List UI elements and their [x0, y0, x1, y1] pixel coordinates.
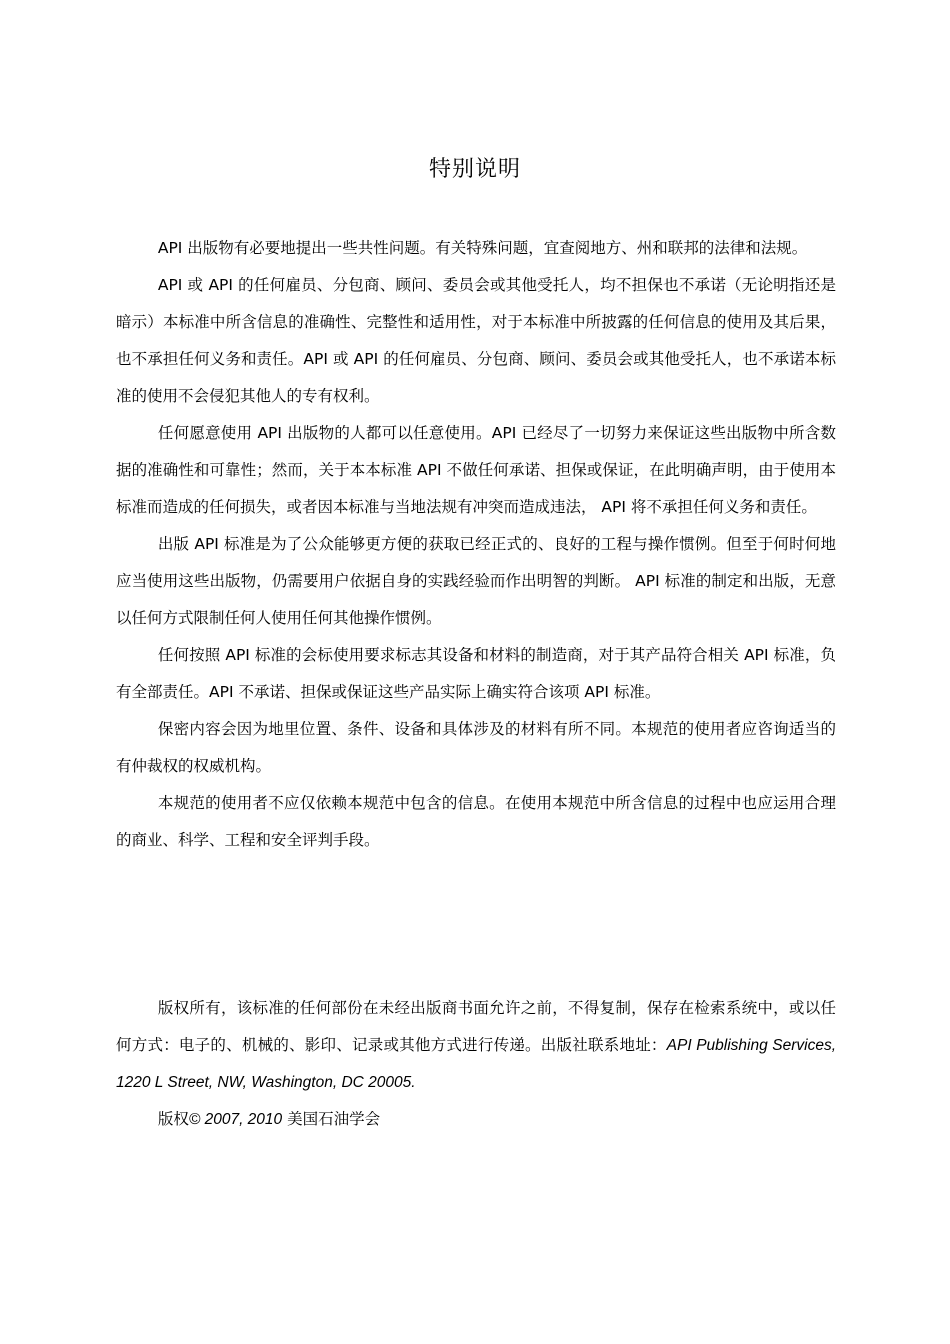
paragraph: API 或 API 的任何雇员、分包商、顾问、委员会或其他受托人，均不担保也不承诺（无论明指还是暗示）本标准中所含信息的准确性、完整性和适用性，对于本标准中所披露的任何信息的使用及其后果，也不承担任何义务和责任。API 或 API 的任何雇员、分包商、顾问、委员会或其他受托人，也不承诺本标准的使用不会侵犯其他人的专有权利。 [116, 276, 836, 405]
paragraph: 任何按照 API 标准的会标使用要求标志其设备和材料的制造商，对于其产品符合相关 API 标准，负有全部责任。API 不承诺、担保或保证这些产品实际上确实符合该项 API 标准。 [116, 646, 836, 701]
document-body [116, 230, 836, 859]
copyright-section [116, 990, 836, 1138]
copyright-owner: 美国石油学会 [282, 1110, 381, 1128]
copyright-notice-text: 版权所有，该标准的任何部份在未经出版商书面允许之前，不得复制，保存在检索系统中，或以任何方式：电子的、机械的、影印、记录或其他方式进行传递。出版社联系地址： [116, 999, 836, 1054]
copyright-line [116, 1101, 836, 1138]
copyright-prefix: 版权 [157, 1110, 189, 1128]
page-title: 特别说明 [428, 157, 521, 182]
publisher-address: API Publishing Services, 1220 L Street, NW, Washington, DC 20005. [116, 1037, 836, 1091]
copyright-years: © 2007, 2010 [188, 1111, 283, 1128]
paragraph: 任何愿意使用 API 出版物的人都可以任意使用。API 已经尽了一切努力来保证这些出版物中所含数据的准确性和可靠性；然而，关于本本标准 API 不做任何承诺、担保或保证，在此明确声明，由于使用本标准而造成的任何损失，或者因本标准与当地法规有冲突而造成违法， API 将不承担任何义务和责任。 [116, 424, 836, 516]
paragraph: 保密内容会因为地里位置、条件、设备和具体涉及的材料有所不同。本规范的使用者应咨询适当的有仲裁权的权威机构。 [116, 720, 836, 775]
paragraph: API 出版物有必要地提出一些共性问题。有关特殊问题，宜查阅地方、州和联邦的法律和法规。 [157, 239, 808, 257]
copyright-notice [116, 990, 836, 1101]
paragraph: 出版 API 标准是为了公众能够更方便的获取已经正式的、良好的工程与操作惯例。但至于何时何地应当使用这些出版物，仍需要用户依据自身的实践经验而作出明智的判断。 API 标准的制定和出版，无意以任何方式限制任何人使用任何其他操作惯例。 [116, 535, 836, 627]
paragraph: 本规范的使用者不应仅依赖本规范中包含的信息。在使用本规范中所含信息的过程中也应运用合理的商业、科学、工程和安全评判手段。 [116, 794, 836, 849]
